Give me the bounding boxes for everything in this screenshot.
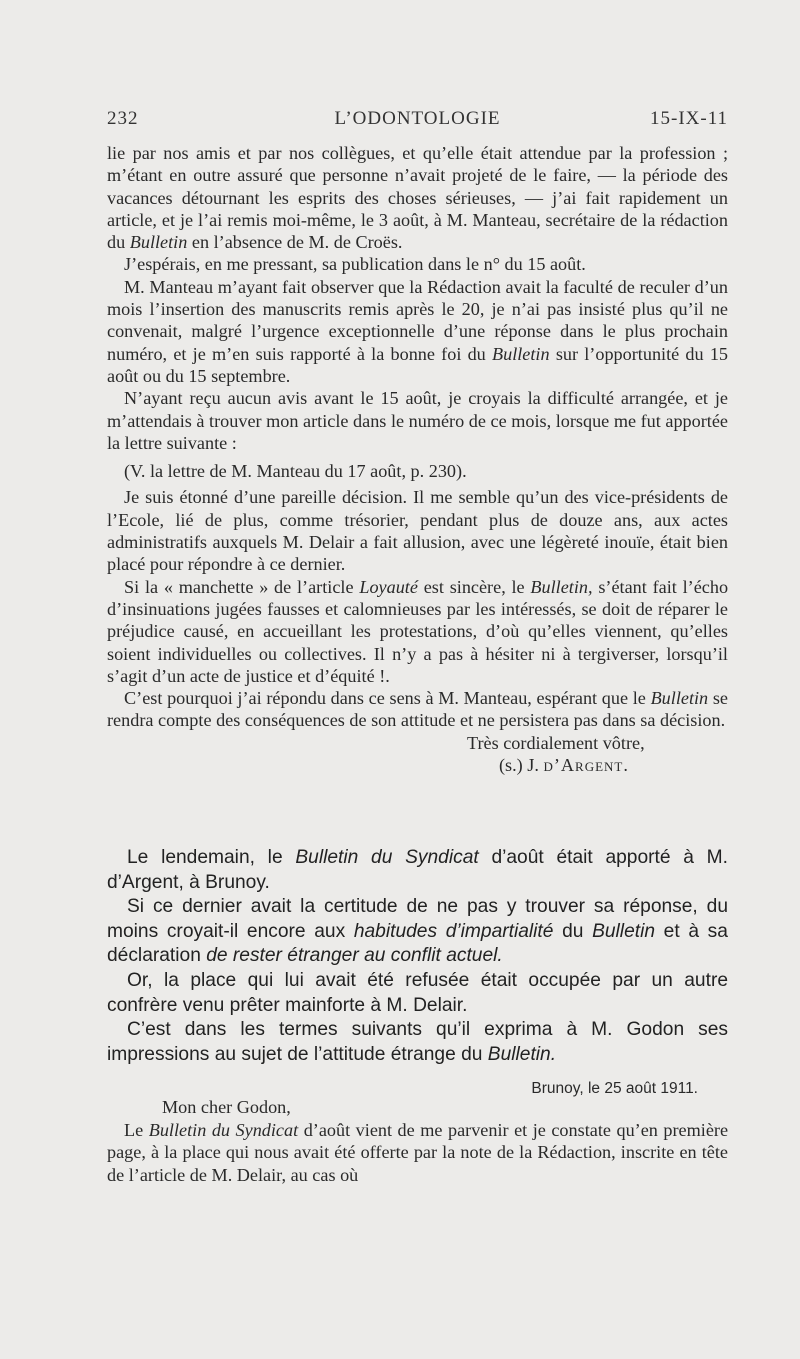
paragraph [107,687,728,732]
paragraph [107,846,728,895]
text: lie par nos amis et par nos collègues, et qu’elle était attendue par la profession ; m’étant en outre assuré que personne n’avait projeté de le faire, — la période des vacances détournant les esprits des choses sérieuses, — j’ai fait rapidement un article, et je l’ai remis moi-même, le 3 août, à M. Manteau, secrétaire de la rédaction du [107,143,728,253]
dateline: Brunoy, le 25 août 1911. [531,1080,698,1097]
signature-name: d’Argent. [543,755,629,776]
letter-body [107,142,728,776]
paragraph [107,1018,728,1067]
text: est sincère, le [423,576,525,597]
text: du [562,920,584,942]
italic-text: Bulletin du Syndicat [148,1119,299,1140]
paragraph: N’ayant reçu aucun avis avant le 15 août, je croyais la difficulté arrangée, et je m’attendais à trouver mon article dans le numéro de ce mois, lorsque me fut apportée la lettre suivante : [107,388,728,453]
text: Si la « manchette » de l’article [124,576,354,597]
salutation: Mon cher Godon, [162,1097,291,1118]
paragraph [107,276,728,387]
text: s’étant fait l’écho d’insinuations jugées fausses et calomnieuses par les intéressés, se doit de réparer le préjudice causé, en accueillant les protestations, d’où qu’elles viennent, qu’elles soient individuelles ou collectives. Il n’y a pas à hésiter ni à tergiverser, lorsqu’il s’agit d’un acte de justice et d’équité !. [107,576,729,686]
text: Si ce dernier avait la certitude de ne pas y trouver sa réponse, du moins croyait-il encore aux [107,896,728,942]
page-number: 232 [107,108,139,129]
narrative-section [107,846,728,1067]
paragraph: J’espérais, en me pressant, sa publication dans le n° du 15 août. [124,254,586,275]
issue-date: 15-IX-11 [650,108,728,129]
italic-text: Bulletin [592,920,656,942]
text: C’est pourquoi j’ai répondu dans ce sens à M. Manteau, espérant que le [124,688,646,709]
text: Le lendemain, le [127,847,283,868]
italic-text: habitudes d’impartialité [353,920,554,942]
citation: (V. la lettre de M. Manteau du 17 août, p. 230). [124,461,467,482]
text: Le [124,1119,144,1140]
italic-text: Bulletin [492,343,550,364]
text: en l’absence de M. de Croës. [191,232,403,253]
italic-text: Bulletin [129,232,188,253]
text: d’août vient de me parvenir et je constate qu’en première page, à la place qui nous avait été offerte par la note de la Rédaction, inscrite en tête de l’article de M. Delair, au cas où [107,1119,729,1185]
text: d’août était apporté à M. d’Argent, à Brunoy. [107,847,728,893]
text: et à sa déclaration [107,920,728,967]
paragraph [107,1119,728,1186]
closing: Très cordialement vôtre, [467,732,645,753]
italic-text: Loyauté [359,576,418,597]
quoted-letter [107,1078,728,1186]
italic-text: Bulletin du Syndicat [295,847,479,868]
paragraph: Je suis étonné d’une pareille décision. Il me semble qu’un des vice-présidents de l’Ecole, lié de plus, comme trésorier, pendant plus de douze ans, aux actes administratifs auxquels M. Delair a fait allusion, avec une légèreté inouïe, était bien placé pour répondre à ce dernier. [107,487,728,575]
paragraph [107,895,728,969]
italic-text: de rester étranger au conflit actuel. [206,945,503,967]
text: sur l’opportunité du 15 août ou du 15 septembre. [107,343,729,386]
paragraph: Or, la place qui lui avait été refusée était occupée par un autre confrère venu prêter mainforte à M. Delair. [107,969,728,1016]
italic-text: Bulletin [650,688,709,709]
text: M. Manteau m’ayant fait observer que la Rédaction avait la faculté de reculer d’un mois l’insertion des manuscrits remis après le 20, je n’ai pas insisté plus qu’il ne convenait, malgré l’urgence exceptionnelle d’une réponse dans le plus prochain numéro, et je m’en suis rapporté à la bonne foi du [107,276,728,364]
paragraph [107,142,728,253]
italic-text: Bulletin, [530,576,593,597]
paragraph [107,576,728,687]
text: se rendra compte des conséquences de son attitude et ne persistera pas dans sa décision. [107,688,728,731]
text: (s.) J. [499,755,539,776]
italic-text: Bulletin. [487,1043,557,1065]
running-header [107,108,728,138]
journal-title: L’ODONTOLOGIE [334,108,501,129]
signature [107,754,728,776]
text: C’est dans les termes suivants qu’il exprima à M. Godon ses impressions au sujet de l’attitude étrange du [107,1019,728,1065]
